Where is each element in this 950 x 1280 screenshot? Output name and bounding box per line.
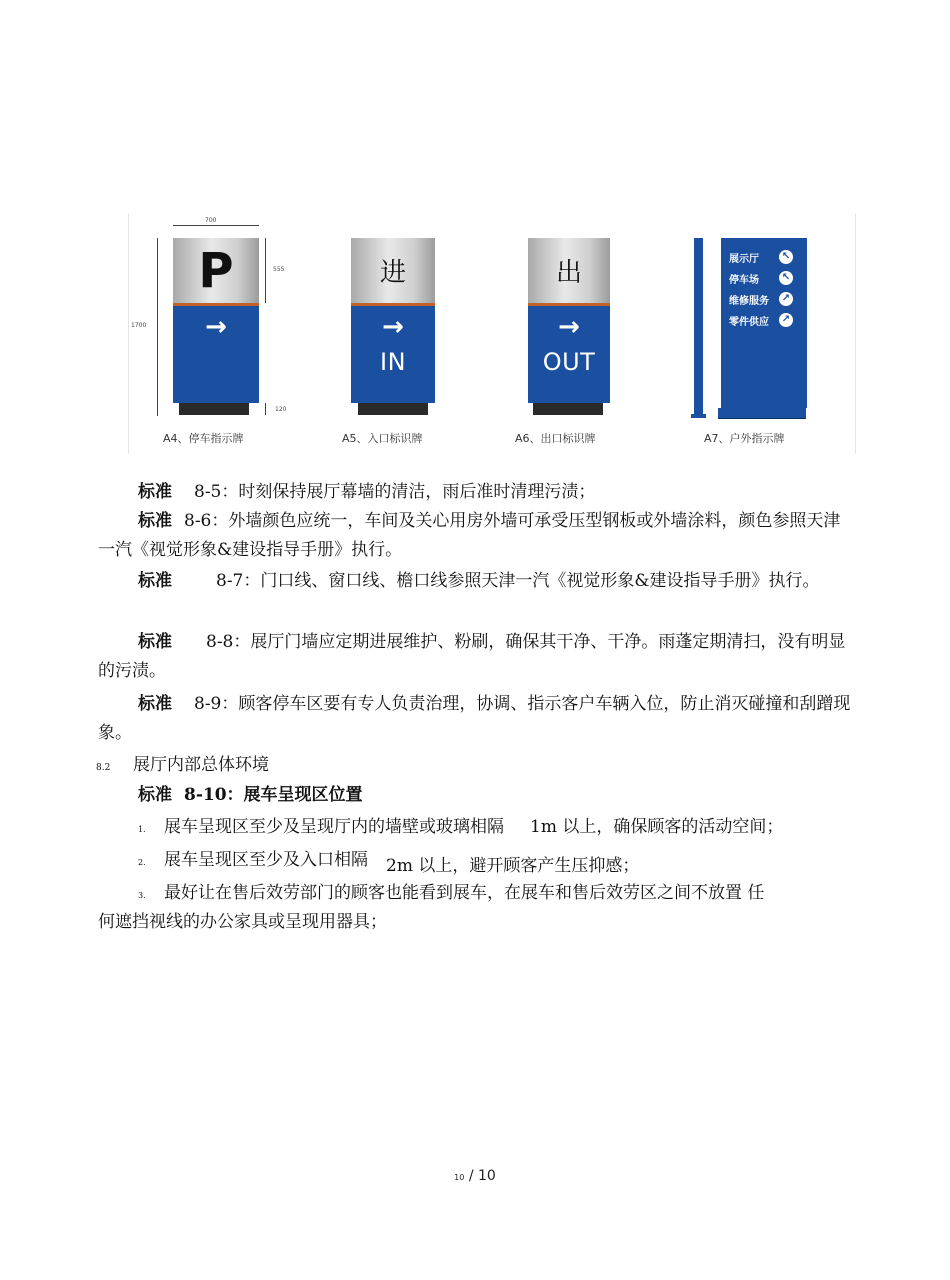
standard-label: 标准 (138, 785, 172, 805)
sign-base (179, 403, 249, 415)
caption-a6: A6、出口标识牌 (515, 432, 596, 445)
signage-figure (128, 214, 856, 454)
standard-text: 8-8：展厅门墙应定期进展维护、粉刷，确保其干净、干净。雨蓬定期清扫，没有明显的污渍。 (98, 632, 846, 681)
standard-8-5 (98, 478, 854, 507)
arrow-right-icon: → (382, 312, 404, 342)
caption-a5: A5、入口标识牌 (342, 432, 423, 445)
pole-base (691, 414, 706, 418)
page-footer (0, 1168, 950, 1184)
parking-letter: P (198, 242, 234, 299)
arrow-up-right-icon: ↗ (779, 313, 793, 327)
standard-label: 标准 (138, 694, 172, 714)
dimension-line (265, 403, 266, 415)
list-number: 3. (138, 891, 146, 900)
standard-label: 标准 (138, 511, 172, 531)
standard-8-8 (98, 628, 854, 686)
list-text: 最好让在售后效劳部门的顾客也能看到展车，在展车和售后效劳区之间不放置 任 (164, 883, 765, 903)
dimension-line (265, 238, 266, 303)
arrow-up-left-icon: ↖ (779, 271, 793, 285)
dimension-base: 120 (275, 406, 287, 413)
sign-head (351, 238, 435, 303)
dimension-line (173, 225, 259, 226)
standard-text: 8-9：顾客停车区要有专人负责治理，协调、指示客户车辆入位，防止消灭碰撞和刮蹭现象。 (98, 694, 851, 743)
list-text: 展车呈现区至少及呈现厅内的墙壁或玻璃相隔 (164, 817, 504, 837)
sign-head (528, 238, 610, 303)
section-heading (96, 751, 852, 783)
sign-base (533, 403, 603, 415)
directory-item-showroom: 展示厅 (729, 254, 759, 265)
page-number: 10 (454, 1173, 465, 1182)
exit-sign (528, 238, 610, 418)
section-title: 展厅内部总体环境 (133, 755, 269, 775)
sign-body (173, 306, 259, 403)
standard-label: 标准 (138, 632, 172, 652)
dimension-line (157, 238, 158, 416)
standard-text: 8-5：时刻保持展厅幕墙的清洁，雨后准时清理污渍； (194, 482, 596, 502)
standard-text: 8-7：门口线、窗口线、檐口线参照天津一汽《视觉形象&建设指导手册》执行。 (216, 571, 820, 591)
exit-char: 出 (555, 258, 582, 288)
standard-title: 8-10：展车呈现区位置 (184, 785, 363, 805)
page-total: 10 (477, 1168, 496, 1184)
dimension-height: 1700 (131, 322, 147, 329)
sign-body (351, 306, 435, 403)
entrance-label: IN (379, 348, 407, 376)
standard-8-7 (98, 567, 854, 596)
list-item (98, 879, 854, 939)
standard-label: 标准 (138, 571, 172, 591)
sign-base (718, 408, 806, 419)
arrow-right-icon: → (558, 312, 580, 342)
list-number: 2. (138, 858, 146, 867)
standard-8-9 (98, 690, 854, 748)
dimension-width: 700 (205, 217, 217, 224)
entrance-sign (351, 238, 435, 418)
arrow-right-icon: → (205, 312, 227, 342)
standard-8-6 (98, 507, 854, 565)
exit-label: OUT (542, 348, 596, 376)
arrow-up-left-icon: ↖ (779, 250, 793, 264)
directory-item-parking: 停车场 (729, 275, 759, 286)
section-number: 8.2 (96, 763, 111, 773)
page-separator: / (468, 1168, 474, 1184)
parking-sign (173, 238, 259, 418)
entrance-char: 进 (379, 258, 406, 288)
directory-item-service: 维修服务 (729, 296, 769, 307)
sign-pole (694, 238, 703, 416)
list-text-cont: 何遮挡视线的办公家具或呈现用器具； (98, 912, 387, 932)
sign-head (173, 238, 259, 303)
directory-item-parts: 零件供应 (729, 317, 769, 328)
caption-a7: A7、户外指示牌 (704, 432, 785, 445)
list-number: 1. (138, 825, 146, 834)
list-text-cont: 1m 以上，确保顾客的活动空间； (530, 817, 784, 837)
list-text: 展车呈现区至少及入口相隔 (164, 850, 368, 870)
dimension-head: 555 (273, 266, 285, 273)
standard-text: 8-6：外墙颜色应统一，车间及关心用房外墙可承受压型钢板或外墙涂料，颜色参照天津一汽《视觉形象&建设指导手册》执行。 (98, 511, 841, 560)
caption-a4: A4、停车指示牌 (163, 432, 244, 445)
standard-8-10-heading (98, 781, 854, 810)
standard-label: 标准 (138, 482, 172, 502)
list-text-cont: 2m 以上，避开顾客产生压抑感； (386, 856, 640, 876)
sign-body (528, 306, 610, 403)
sign-base (358, 403, 428, 415)
outdoor-directory-sign (721, 238, 807, 408)
arrow-up-right-icon: ↗ (779, 292, 793, 306)
